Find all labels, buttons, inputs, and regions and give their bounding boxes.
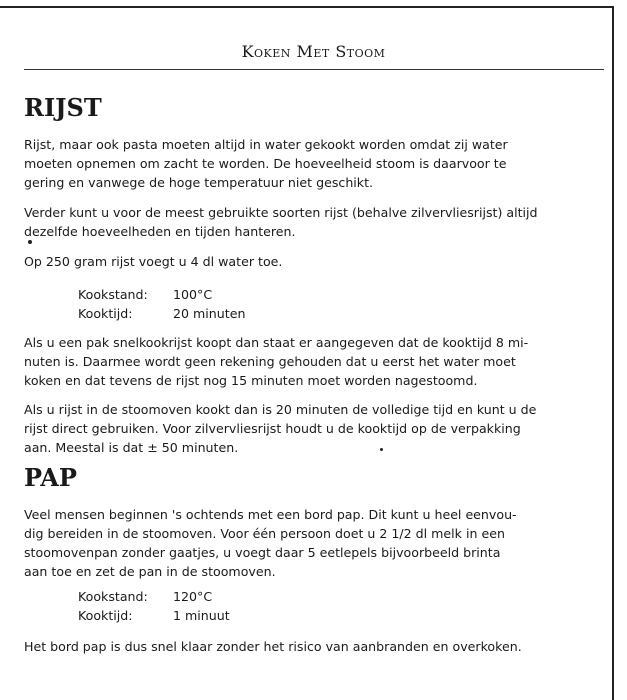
- section-title-pap: PAP: [24, 463, 77, 492]
- setting-row: [78, 587, 230, 606]
- setting-row: [78, 606, 230, 625]
- setting-row: [78, 285, 245, 304]
- text-line: Verder kunt u voor de meest gebruikte soorten rijst (behalve zilvervliesrijst) altijd: [24, 205, 538, 220]
- text-line: gering en vanwege de hoge temperatuur niet geschikt.: [24, 175, 374, 190]
- text-line: aan. Meestal is dat ± 50 minuten.: [24, 440, 239, 455]
- text-line: Als u rijst in de stoomoven kookt dan is 20 minuten de volledige tijd en kunt u de: [24, 402, 537, 417]
- text-line: dig bereiden in de stoomoven. Voor één persoon doet u 2 1/2 dl melk in een: [24, 526, 505, 541]
- text-line: Als u een pak snelkookrijst koopt dan staat er aangegeven dat de kooktijd 8 mi-: [24, 335, 529, 350]
- section-title-rijst: RIJST: [24, 93, 102, 122]
- speck-mark: [28, 240, 32, 244]
- setting-value: 20 minuten: [173, 306, 246, 321]
- pap-settings: [78, 587, 230, 625]
- running-head: Koken Met Stoom: [241, 42, 386, 61]
- rijst-paragraph-1: [24, 135, 609, 192]
- rijst-settings: [78, 285, 245, 323]
- pap-paragraph-1: [24, 505, 609, 581]
- text-line: aan toe en zet de pan in de stoomoven.: [24, 564, 276, 579]
- rijst-paragraph-3: Op 250 gram rijst voegt u 4 dl water toe.: [24, 254, 283, 269]
- text-line: dezelfde hoeveelheden en tijden hanteren.: [24, 224, 296, 239]
- text-line: Rijst, maar ook pasta moeten altijd in water gekookt worden omdat zij water: [24, 137, 508, 152]
- text-line: stoomovenpan zonder gaatjes, u voegt daar 5 eetlepels bijvoorbeeld brinta: [24, 545, 501, 560]
- text-line: rijst direct gebruiken. Voor zilvervliesrijst houdt u de kooktijd op de verpakking: [24, 421, 521, 436]
- pap-paragraph-2: Het bord pap is dus snel klaar zonder het risico van aanbranden en overkoken.: [24, 639, 522, 654]
- setting-label: Kookstand:: [78, 287, 148, 302]
- setting-row: [78, 304, 245, 323]
- rijst-paragraph-2: [24, 203, 609, 241]
- text-line: moeten opnemen om zacht te worden. De hoeveelheid stoom is daarvoor te: [24, 156, 507, 171]
- speck-mark: [380, 448, 383, 451]
- setting-value: 1 minuut: [173, 608, 230, 623]
- text-line: koken en dat tevens de rijst nog 15 minuten moet worden nagestoomd.: [24, 373, 478, 388]
- setting-label: Kookstand:: [78, 589, 148, 604]
- top-border-line: [0, 6, 614, 8]
- text-line: nuten is. Daarmee wordt geen rekening gehouden dat u eerst het water moet: [24, 354, 516, 369]
- rijst-paragraph-4: [24, 333, 609, 390]
- setting-value: 100°C: [173, 287, 213, 302]
- right-border-line: [612, 6, 614, 700]
- setting-label: Kooktijd:: [78, 608, 133, 623]
- setting-label: Kooktijd:: [78, 306, 133, 321]
- header-divider: [24, 69, 604, 70]
- text-line: Veel mensen beginnen 's ochtends met een bord pap. Dit kunt u heel eenvou-: [24, 507, 517, 522]
- rijst-paragraph-5: [24, 400, 609, 457]
- setting-value: 120°C: [173, 589, 213, 604]
